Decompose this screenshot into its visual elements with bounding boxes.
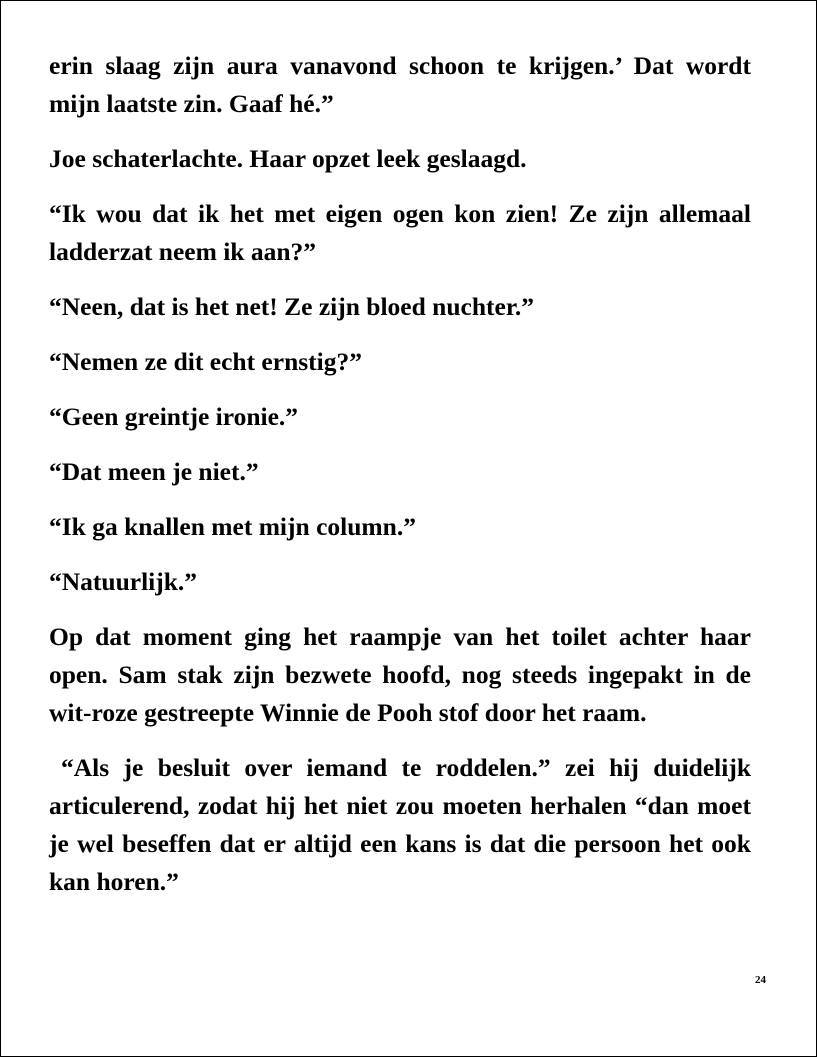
paragraph: “Geen greintje ironie.”: [49, 402, 299, 431]
paragraph: “Ik ga knallen met mijn column.”: [49, 512, 416, 541]
paragraph: “Ik wou dat ik het met eigen ogen kon zien! Ze zijn allemaal ladderzat neem ik aan?”: [49, 199, 751, 266]
paragraph: Joe schaterlachte. Haar opzet leek geslaagd.: [49, 144, 527, 173]
paragraph: Op dat moment ging het raampje van het toilet achter haar open. Sam stak zijn bezwete hoofd, nog steeds ingepakt in de wit-roze gestreepte Winnie de Pooh stof door het raam.: [49, 622, 751, 727]
paragraph: “Neen, dat is het net! Ze zijn bloed nuchter.”: [49, 292, 534, 321]
paragraph: “Dat meen je niet.”: [49, 457, 259, 486]
paragraph: “Als je besluit over iemand te roddelen.” zei hij duidelijk articulerend, zodat hij het niet zou moeten herhalen “dan moet je wel beseffen dat er altijd een kans is dat die persoon het ook kan horen.”: [49, 753, 751, 896]
paragraph: “Nemen ze dit echt ernstig?”: [49, 347, 362, 376]
paragraph: “Natuurlijk.”: [49, 567, 198, 596]
paragraph: erin slaag zijn aura vanavond schoon te krijgen.’ Dat wordt mijn laatste zin. Gaaf hé.”: [49, 51, 751, 118]
body-text: [49, 47, 751, 918]
page-number: 24: [755, 974, 766, 986]
